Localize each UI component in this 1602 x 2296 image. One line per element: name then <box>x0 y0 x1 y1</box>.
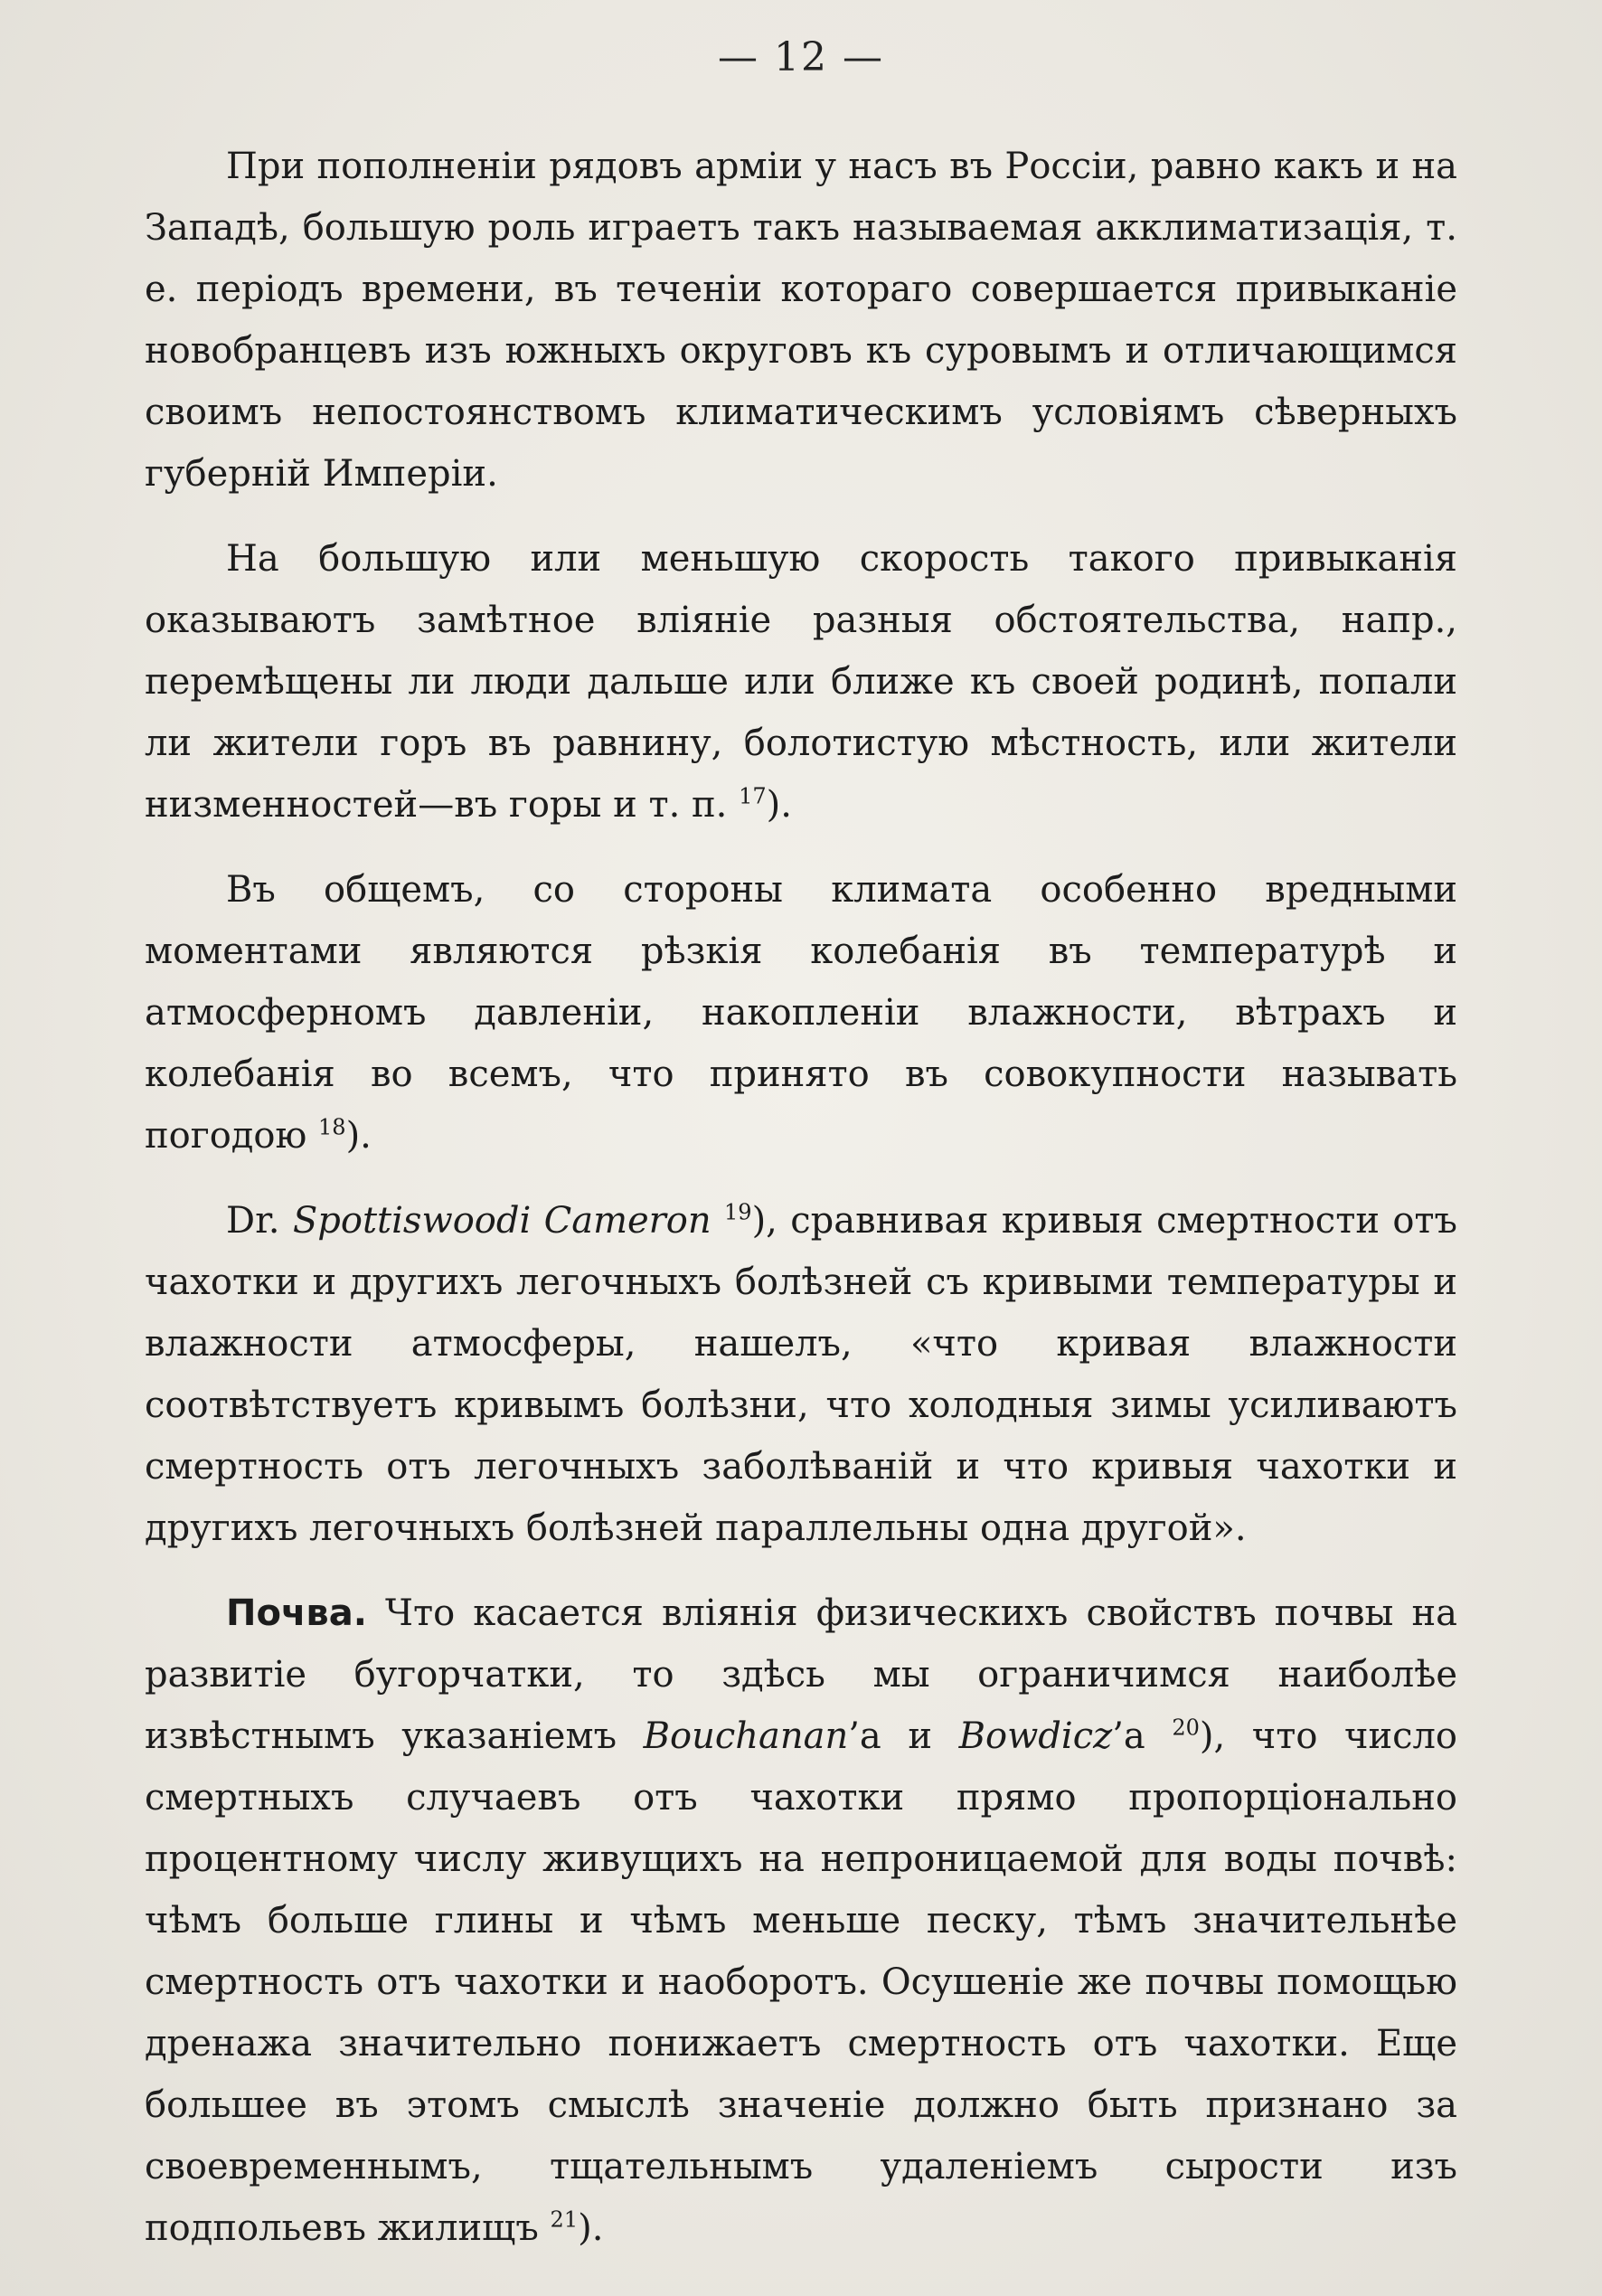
paragraph-text: На большую или меньшую скорость такого привыканія оказываютъ замѣтное вліяніе разныя обстоятельства, напр., перемѣщены ли люди дальше или ближе къ своей родинѣ, попали ли жители горъ въ равнину, болотистую мѣстность, или жители низменностей—въ горы и т. п. <box>145 538 1457 826</box>
footnote-ref-21: 21 <box>550 2206 579 2233</box>
footnote-ref-19: 19 <box>724 1199 752 1225</box>
paragraph-adaptation-speed <box>145 528 1457 836</box>
page-number: — 12 — <box>718 34 884 80</box>
paragraph-cameron <box>145 1190 1457 1559</box>
footnote-ref-17: 17 <box>739 783 767 809</box>
paragraph-text-part: ), что число смертныхъ случаевъ отъ чахотки прямо пропорціонально процентному числу живущихъ на непроницаемой для воды почвѣ: чѣмъ больше глины и чѣмъ меньше песку, тѣмъ значительнѣе смертность отъ чахотки и наоборотъ. Осушеніе же почвы помощью дренажа значительно понижаетъ смертность отъ чахотки. Еще большее въ этомъ смыслѣ значеніе должно быть признано за своевременнымъ, тщательнымъ удаленіемъ сырости изъ подпольевъ жилищъ <box>145 1715 1457 2249</box>
paragraph-tail: ). <box>766 784 792 826</box>
section-heading-soil: Почва. <box>226 1592 367 1634</box>
paragraph-text: ), сравнивая кривыя смертности отъ чахотки и другихъ легочныхъ болѣзней съ кривыми температуры и влажности атмосферы, нашелъ, «что кривая влажности соотвѣтствуетъ кривымъ болѣзни, что холодныя зимы усиливаютъ смертность отъ легочныхъ заболѣваній и что кривыя чахотки и другихъ легочныхъ болѣзней параллельны одна другой». <box>145 1200 1458 1549</box>
footnote-ref-18: 18 <box>318 1114 346 1140</box>
paragraph-text-part: ’а <box>1112 1715 1173 1757</box>
paragraph-text-part: Что касается вліянія физическихъ свойствъ почвы на развитіе бугорчатки, то здѣсь мы ограничимся наиболѣе извѣстнымъ указаніемъ <box>145 1592 1457 1757</box>
author-name-bowdicz: Bowdicz <box>958 1715 1113 1757</box>
author-name-cameron: Spottiswoodi Cameron <box>292 1200 711 1242</box>
paragraph-text-part: ’а и <box>848 1715 959 1757</box>
paragraph-tail: ). <box>345 1115 372 1157</box>
paragraph-text: При пополненіи рядовъ арміи у насъ въ Россіи, равно какъ и на Западѣ, большую роль играетъ такъ называемая акклиматизація, т. е. періодъ времени, въ теченіи котораго совершается привыканіе новобранцевъ изъ южныхъ округовъ къ суровымъ и отличающимся своимъ непостоянствомъ климатическимъ условіямъ сѣверныхъ губерній Имперіи. <box>145 146 1457 495</box>
paragraph-text: Въ общемъ, со стороны климата особенно вредными моментами являются рѣзкія колебанія въ температурѣ и атмосферномъ давленіи, накопленіи влажности, вѣтрахъ и колебанія во всемъ, что принято въ совокупности называть погодою <box>145 869 1457 1157</box>
paragraph-tail: ). <box>578 2207 604 2249</box>
paragraph-acclimatization <box>145 136 1457 505</box>
paragraph-climate-factors <box>145 859 1457 1167</box>
author-name-bouchanan: Bouchanan <box>643 1715 849 1757</box>
footnote-ref-20: 20 <box>1172 1715 1200 1741</box>
page-body <box>145 136 1457 2282</box>
paragraph-prefix: Dr. <box>226 1200 293 1242</box>
paragraph-soil <box>145 1583 1457 2259</box>
